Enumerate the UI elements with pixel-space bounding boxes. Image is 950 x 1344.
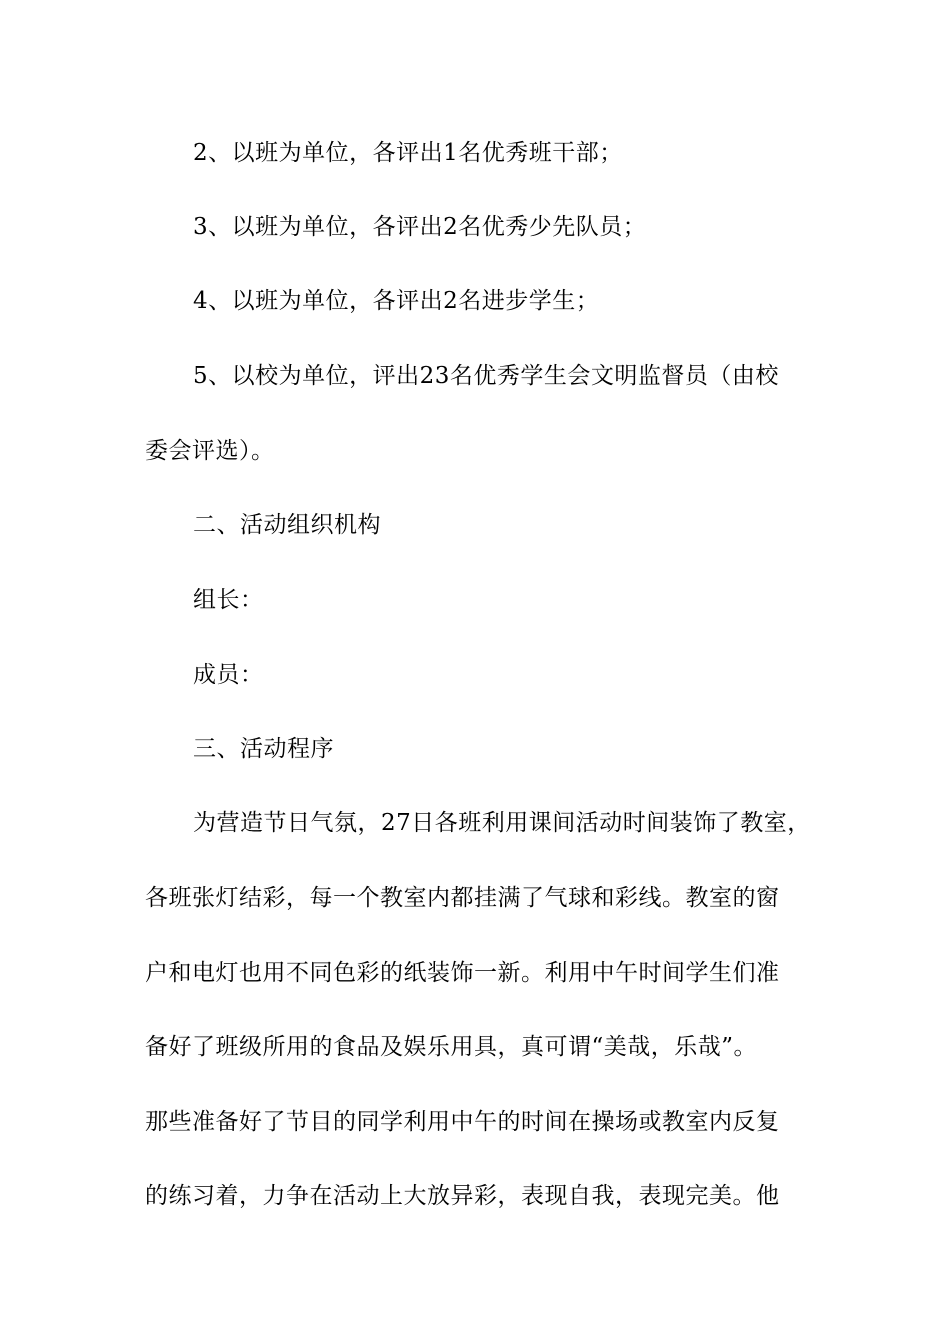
section-heading-organization: 二、活动组织机构: [193, 512, 381, 538]
list-item-progress-student: 4、以班为单位，各评出2名进步学生；: [193, 288, 600, 314]
list-item-supervisor-continued: 委会评选）。: [145, 438, 275, 464]
paragraph-line: 的练习着，力争在活动上大放异彩，表现自我，表现完美。他: [145, 1183, 780, 1209]
members-label: 成员：: [193, 662, 264, 688]
team-leader-label: 组长：: [193, 587, 264, 613]
list-item-class-cadre: 2、以班为单位，各评出1名优秀班干部；: [193, 140, 623, 166]
section-heading-procedure: 三、活动程序: [193, 736, 334, 762]
paragraph-line: 那些准备好了节目的同学利用中午的时间在操场或教室内反复: [145, 1109, 780, 1135]
paragraph-line: 为营造节日气氛，27日各班利用课间活动时间装饰了教室，: [193, 810, 811, 836]
paragraph-line: 户和电灯也用不同色彩的纸装饰一新。利用中午时间学生们准: [145, 960, 780, 986]
paragraph-line: 备好了班级所用的食品及娱乐用具，真可谓“美哉，乐哉”。: [145, 1034, 758, 1060]
paragraph-line: 各班张灯结彩，每一个教室内都挂满了气球和彩线。教室的窗: [145, 885, 780, 911]
list-item-supervisor: 5、以校为单位，评出23名优秀学生会文明监督员（由校: [193, 363, 779, 389]
list-item-young-pioneer: 3、以班为单位，各评出2名优秀少先队员；: [193, 214, 647, 240]
